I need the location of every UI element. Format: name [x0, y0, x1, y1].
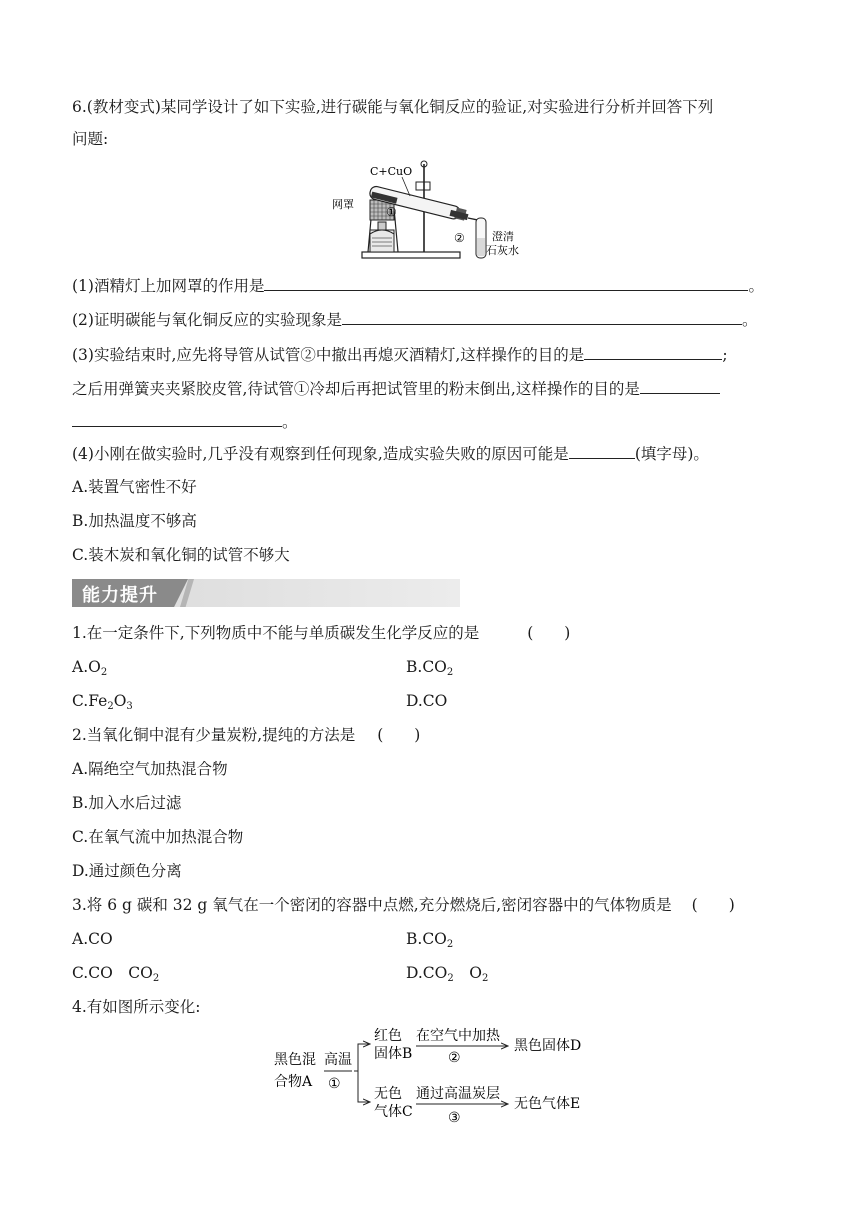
reaction-diagram [270, 1024, 600, 1130]
black-solid-d: 黑色固体D [514, 1038, 582, 1054]
label-mesh: 网罩 [332, 198, 354, 211]
q6-stem-line1: 6.(教材变式)某同学设计了如下实验,进行碳能与氧化铜反应的验证,对实验进行分析并回答下列 [72, 98, 714, 116]
label-tube2: ② [454, 231, 465, 245]
condition-heat-in-air: 在空气中加热 [416, 1028, 500, 1044]
p1-stem: 1.在一定条件下,下列物质中不能与单质碳发生化学反应的是 ( ) [72, 624, 571, 642]
label-limewater-1: 澄清 [492, 230, 514, 243]
gas-c-line2: 气体C [374, 1104, 413, 1120]
condition-high-temp: 高温 [324, 1052, 352, 1068]
p2-stem: 2.当氧化铜中混有少量炭粉,提纯的方法是 ( ) [72, 726, 421, 744]
q6-option-b: B.加热温度不够高 [72, 512, 197, 530]
p3-option-a: A.CO [72, 930, 113, 948]
p2-option-a: A.隔绝空气加热混合物 [72, 760, 228, 778]
section-title: 能力提升 [82, 585, 158, 606]
q6-stem-line2: 问题: [72, 130, 109, 148]
mixture-a-line1: 黑色混 [274, 1052, 316, 1068]
section-banner [72, 579, 460, 607]
q6-sub3-line1: (3)实验结束时,应先将导管从试管②中撤出再熄灭酒精灯,这样操作的目的是 ; [72, 343, 728, 366]
q6-option-a: A.装置气密性不好 [72, 478, 197, 496]
p2-option-c: C.在氧气流中加热混合物 [72, 828, 244, 846]
label-limewater-2: 石灰水 [486, 244, 519, 257]
label-reactants: C+CuO [370, 165, 413, 178]
mixture-a-line2: 合物A [274, 1074, 313, 1090]
step-3: ③ [448, 1110, 461, 1126]
condition-carbon-layer: 通过高温炭层 [416, 1086, 500, 1102]
p2-option-b: B.加入水后过滤 [72, 794, 182, 812]
q6-sub3-line3: 。 [72, 410, 298, 433]
p1-option-b: $B.CO_2$ [406, 658, 454, 678]
p1-option-c: $C.Fe_2O_3$ [72, 692, 133, 712]
p3-stem: 3.将 6 g 碳和 32 g 氧气在一个密闭的容器中点燃,充分燃烧后,密闭容器中的气体物质是 ( ) [72, 896, 735, 914]
p3-option-d: $D.CO_2$ $O_2$ [406, 964, 489, 984]
solid-b-line1: 红色 [374, 1028, 402, 1044]
step-2: ② [448, 1050, 461, 1066]
label-tube1: ① [386, 205, 397, 219]
p1-option-a: $A.O_2$ [72, 658, 108, 678]
step-1: ① [328, 1076, 341, 1092]
solid-b-line2: 固体B [374, 1046, 413, 1062]
apparatus-figure [332, 156, 532, 262]
q6-sub2: (2)证明碳能与氧化铜反应的实验现象是 。 [72, 308, 757, 331]
p4-stem: 4.有如图所示变化: [72, 998, 201, 1016]
q6-sub1: (1)酒精灯上加网罩的作用是 。 [72, 274, 764, 297]
gas-c-line1: 无色 [374, 1086, 402, 1102]
p2-option-d: D.通过颜色分离 [72, 862, 182, 880]
q6-sub3-line2: 之后用弹簧夹夹紧胶皮管,待试管①冷却后再把试管里的粉末倒出,这样操作的目的是 [72, 377, 720, 400]
q6-option-c: C.装木炭和氧化铜的试管不够大 [72, 546, 290, 564]
colorless-gas-e: 无色气体E [514, 1096, 581, 1112]
p3-option-c: C.CO $CO_2$ [72, 964, 160, 984]
p1-option-d: D.CO [406, 692, 448, 710]
q6-sub4: (4)小刚在做实验时,几乎没有观察到任何现象,造成实验失败的原因可能是 (填字母)。 [72, 442, 709, 465]
p3-option-b: $B.CO_2$ [406, 930, 454, 950]
